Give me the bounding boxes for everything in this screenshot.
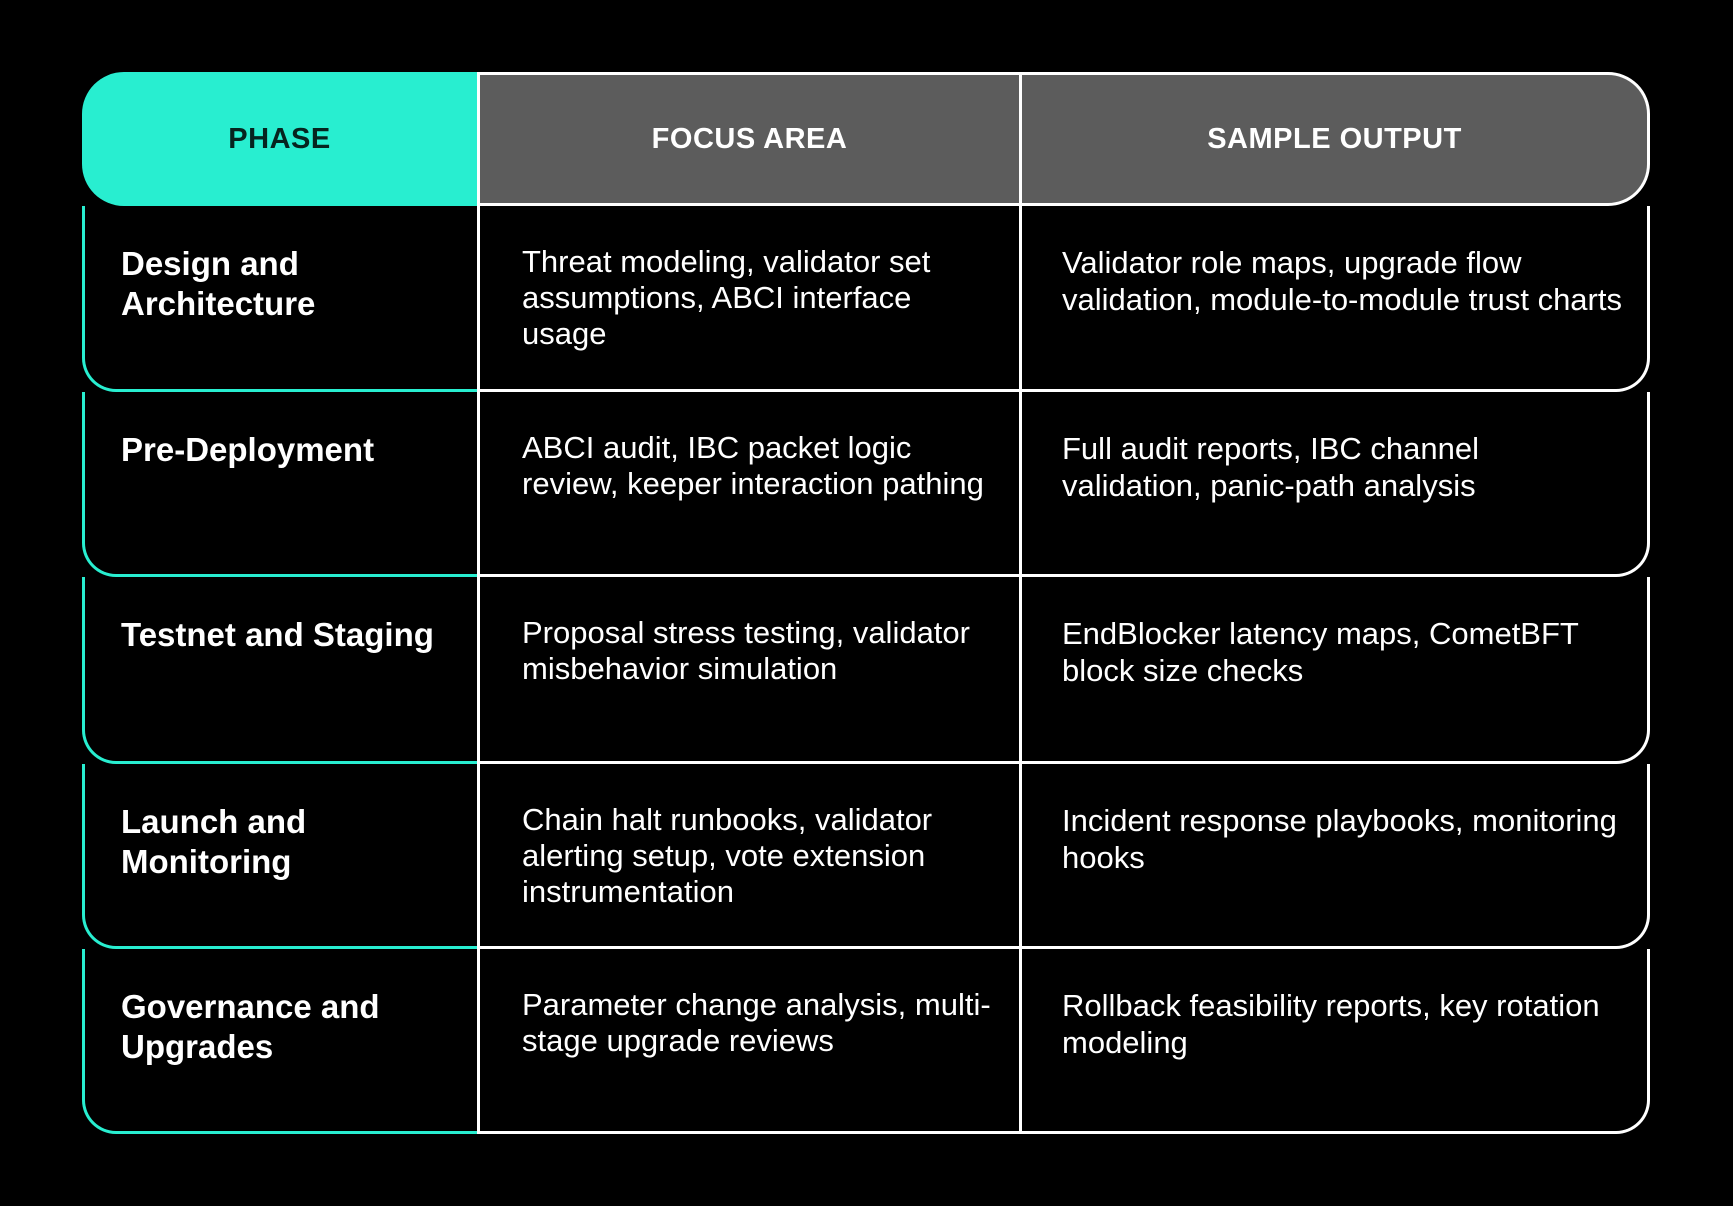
focus-area-cell: Threat modeling, validator set assumptions, ABCI interface usage xyxy=(477,206,1019,392)
table-row xyxy=(82,577,1650,764)
sample-output-cell: Full audit reports, IBC channel validation, panic-path analysis xyxy=(1019,392,1650,577)
phase-cell: Design and Architecture xyxy=(82,206,477,392)
phase-cell: Pre-Deployment xyxy=(82,392,477,577)
sample-output-cell: Incident response playbooks, monitoring hooks xyxy=(1019,764,1650,949)
table-row xyxy=(82,949,1650,1134)
phase-cell: Governance and Upgrades xyxy=(82,949,477,1134)
header-sample-output: SAMPLE OUTPUT xyxy=(1019,72,1650,206)
focus-area-cell: Chain halt runbooks, validator alerting setup, vote extension instrumentation xyxy=(477,764,1019,949)
phase-cell: Testnet and Staging xyxy=(82,577,477,764)
header-phase: PHASE xyxy=(82,72,477,206)
sample-output-cell: EndBlocker latency maps, CometBFT block size checks xyxy=(1019,577,1650,764)
audit-phases-table xyxy=(82,72,1650,1134)
focus-area-cell: Parameter change analysis, multi-stage upgrade reviews xyxy=(477,949,1019,1134)
header-focus-area: FOCUS AREA xyxy=(477,72,1019,206)
focus-area-cell: ABCI audit, IBC packet logic review, keeper interaction pathing xyxy=(477,392,1019,577)
table-row xyxy=(82,206,1650,392)
table-row xyxy=(82,764,1650,949)
table-header-row xyxy=(82,72,1650,206)
table-row xyxy=(82,392,1650,577)
phase-cell: Launch and Monitoring xyxy=(82,764,477,949)
sample-output-cell: Validator role maps, upgrade flow validation, module-to-module trust charts xyxy=(1019,206,1650,392)
sample-output-cell: Rollback feasibility reports, key rotation modeling xyxy=(1019,949,1650,1134)
focus-area-cell: Proposal stress testing, validator misbehavior simulation xyxy=(477,577,1019,764)
